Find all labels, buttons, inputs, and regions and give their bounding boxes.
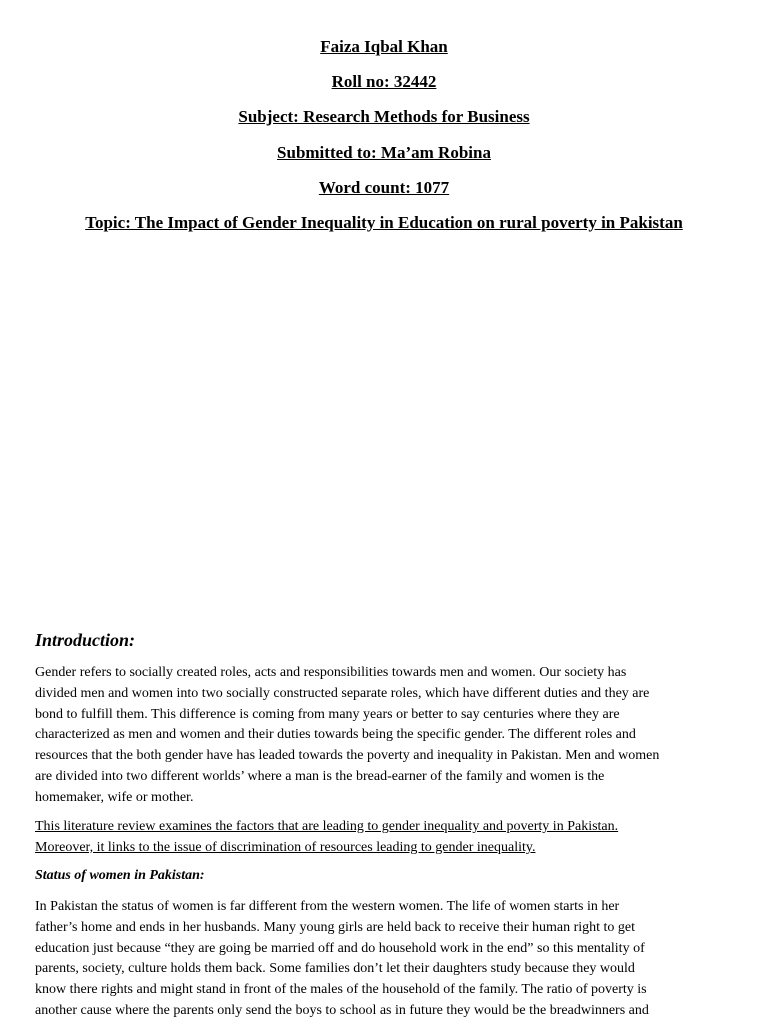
paragraph-line: In Pakistan the status of women is far different from the western women. The life of women starts in her: [35, 899, 620, 914]
literature-review-paragraph: [35, 817, 735, 859]
status-heading: Status of women in Pakistan:: [35, 868, 205, 883]
paragraph-line: characterized as men and women and their duties towards being the specific gender. The different roles and: [35, 727, 636, 743]
submitted-to-line: Submitted to: Ma’am Robina: [277, 143, 491, 162]
paragraph-line: Moreover, it links to the issue of discrimination of resources leading to gender inequality.: [35, 839, 536, 855]
paragraph-line: bond to fulfill them. This difference is coming from many years or better to say centuries where they are: [35, 706, 620, 722]
paragraph-line: education just because “they are going be married off and do household work in the end” so this mentality of: [35, 940, 645, 956]
paragraph-line: are divided into two different worlds’ where a man is the bread-earner of the family and women is the: [35, 768, 605, 784]
paragraph-line: divided men and women into two socially constructed separate roles, which have different duties and they are: [35, 685, 650, 701]
introduction-heading: Introduction:: [35, 630, 136, 650]
paragraph-line: parents, society, culture holds them back. Some families don’t let their daughters study because they would: [35, 961, 635, 977]
word-count-line: Word count: 1077: [318, 178, 450, 197]
status-paragraph: [35, 897, 735, 1022]
introduction-paragraph: [35, 663, 735, 809]
paragraph-line: This literature review examines the factors that are leading to gender inequality and poverty in Pakistan.: [35, 819, 619, 834]
paragraph-line: Gender refers to socially created roles, acts and responsibilities towards men and women. Our society has: [35, 665, 627, 680]
paragraph-line: resources that the both gender have has leaded towards the poverty and inequality in Pakistan. Men and women: [35, 748, 660, 764]
paragraph-line: know there rights and might stand in front of the males of the household of the family. The ratio of poverty is: [35, 982, 647, 998]
roll-number: Roll no: 32442: [331, 72, 437, 91]
subject-line: Subject: Research Methods for Business: [238, 107, 530, 126]
paragraph-line: another cause where the parents only send the boys to school as in future they would be the breadwinners and: [35, 1002, 649, 1018]
paragraph-line: father’s home and ends in her husbands. Many young girls are held back to receive their human right to get: [35, 919, 636, 935]
author-name: Faiza Iqbal Khan: [320, 37, 448, 56]
paragraph-line: homemaker, wife or mother.: [35, 789, 194, 805]
topic-line: Topic: The Impact of Gender Inequality in Education on rural poverty in Pakistan: [85, 213, 683, 232]
